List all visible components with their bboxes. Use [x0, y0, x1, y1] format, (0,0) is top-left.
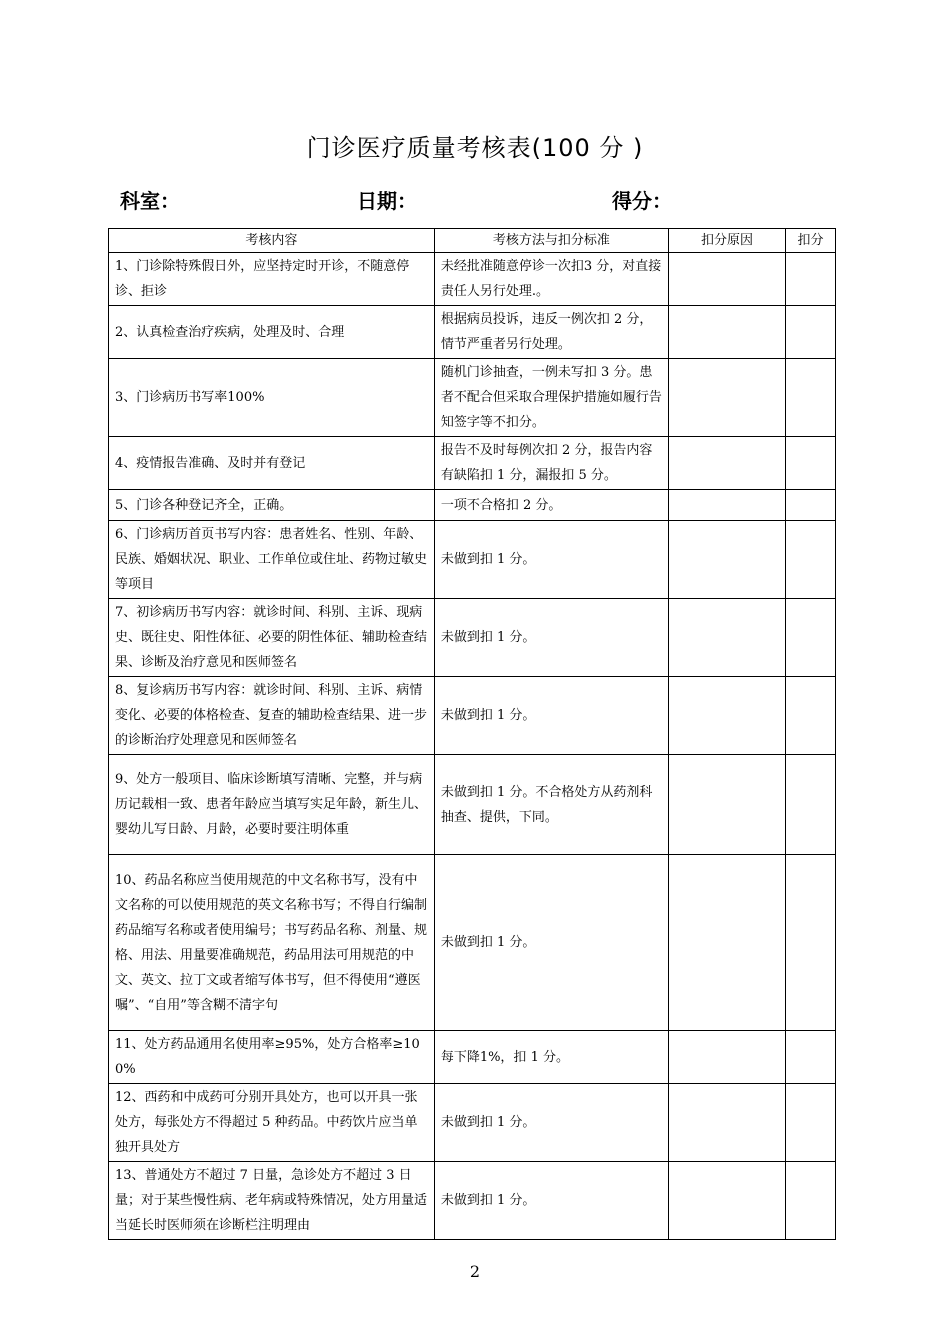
- table-row: [109, 677, 836, 755]
- row-reason-cell[interactable]: [669, 437, 786, 490]
- row-deduct-cell[interactable]: [786, 437, 836, 490]
- table-row: [109, 359, 836, 437]
- row-reason-cell[interactable]: [669, 677, 786, 755]
- row-reason-cell[interactable]: [669, 1162, 786, 1240]
- row-content-cell: 13、普通处方不超过 7 日量，急诊处方不超过 3 日量；对于某些慢性病、老年病或特殊情况，处方用量适当延长时医师须在诊断栏注明理由: [109, 1162, 435, 1240]
- row-content-cell: 3、门诊病历书写率100%: [109, 359, 435, 437]
- row-method-cell: 根据病员投诉，违反一例次扣 2 分，情节严重者另行处理。: [434, 306, 668, 359]
- table-row: [109, 755, 836, 855]
- dept-label: 科室：: [120, 189, 180, 213]
- row-deduct-cell[interactable]: [786, 490, 836, 521]
- row-method-cell: 一项不合格扣 2 分。: [434, 490, 668, 521]
- row-method-cell: 报告不及时每例次扣 2 分，报告内容有缺陷扣 1 分，漏报扣 5 分。: [434, 437, 668, 490]
- table-row: [109, 253, 836, 306]
- row-method-cell: 未做到扣 1 分。不合格处方从药剂科抽查、提供，下同。: [434, 755, 668, 855]
- row-reason-cell[interactable]: [669, 359, 786, 437]
- row-method-cell: 未做到扣 1 分。: [434, 677, 668, 755]
- row-deduct-cell[interactable]: [786, 1084, 836, 1162]
- column-header-method: 考核方法与扣分标准: [434, 229, 668, 253]
- row-deduct-cell[interactable]: [786, 253, 836, 306]
- row-deduct-cell[interactable]: [786, 755, 836, 855]
- row-content-cell: 1、门诊除特殊假日外，应坚持定时开诊，不随意停诊、拒诊: [109, 253, 435, 306]
- row-deduct-cell[interactable]: [786, 1162, 836, 1240]
- row-method-cell: 未做到扣 1 分。: [434, 1084, 668, 1162]
- table-row: [109, 437, 836, 490]
- row-deduct-cell[interactable]: [786, 359, 836, 437]
- page-title: 门诊医疗质量考核表(100 分 ): [306, 134, 644, 162]
- row-reason-cell[interactable]: [669, 1084, 786, 1162]
- row-content-cell: 6、门诊病历首页书写内容：患者姓名、性别、年龄、民族、婚姻状况、职业、工作单位或住址、药物过敏史等项目: [109, 521, 435, 599]
- row-content-cell: 8、复诊病历书写内容：就诊时间、科别、主诉、病情变化、必要的体格检查、复查的辅助检查结果、进一步的诊断治疗处理意见和医师签名: [109, 677, 435, 755]
- row-method-cell: 随机门诊抽查，一例未写扣 3 分。患者不配合但采取合理保护措施如履行告知签字等不扣分。: [434, 359, 668, 437]
- row-method-cell: 未做到扣 1 分。: [434, 521, 668, 599]
- row-method-cell: 未做到扣 1 分。: [434, 1162, 668, 1240]
- table-row: [109, 855, 836, 1031]
- table-row: [109, 521, 836, 599]
- page-number: 2: [469, 1262, 481, 1281]
- row-reason-cell[interactable]: [669, 490, 786, 521]
- row-deduct-cell[interactable]: [786, 1031, 836, 1084]
- table-row: [109, 1084, 836, 1162]
- assessment-table: [108, 228, 836, 1240]
- row-deduct-cell[interactable]: [786, 306, 836, 359]
- row-deduct-cell[interactable]: [786, 599, 836, 677]
- row-content-cell: 4、疫情报告准确、及时并有登记: [109, 437, 435, 490]
- table-row: [109, 306, 836, 359]
- table-row: [109, 490, 836, 521]
- score-label: 得分：: [612, 189, 672, 213]
- row-content-cell: 11、处方药品通用名使用率≥95%，处方合格率≥100%: [109, 1031, 435, 1084]
- table-header-row: [109, 229, 836, 253]
- row-content-cell: 10、药品名称应当使用规范的中文名称书写，没有中文名称的可以使用规范的英文名称书写；不得自行编制药品缩写名称或者使用编号；书写药品名称、剂量、规格、用法、用量要准确规范，药品用法可用规范的中文、英文、拉丁文或者缩写体书写，但不得使用“遵医嘱”、“自用”等含糊不清字句: [109, 855, 435, 1031]
- row-deduct-cell[interactable]: [786, 677, 836, 755]
- row-method-cell: 未做到扣 1 分。: [434, 855, 668, 1031]
- column-header-reason: 扣分原因: [669, 229, 786, 253]
- row-reason-cell[interactable]: [669, 755, 786, 855]
- row-reason-cell[interactable]: [669, 1031, 786, 1084]
- row-reason-cell[interactable]: [669, 855, 786, 1031]
- row-method-cell: 未做到扣 1 分。: [434, 599, 668, 677]
- row-content-cell: 9、处方一般项目、临床诊断填写清晰、完整，并与病历记载相一致、患者年龄应当填写实足年龄，新生儿、婴幼儿写日龄、月龄，必要时要注明体重: [109, 755, 435, 855]
- row-method-cell: 未经批准随意停诊一次扣3 分，对直接责任人另行处理.。: [434, 253, 668, 306]
- row-reason-cell[interactable]: [669, 306, 786, 359]
- row-deduct-cell[interactable]: [786, 521, 836, 599]
- row-method-cell: 每下降1%，扣 1 分。: [434, 1031, 668, 1084]
- row-deduct-cell[interactable]: [786, 855, 836, 1031]
- row-content-cell: 7、初诊病历书写内容：就诊时间、科别、主诉、现病史、既往史、阳性体征、必要的阴性体征、辅助检查结果、诊断及治疗意见和医师签名: [109, 599, 435, 677]
- table-row: [109, 1031, 836, 1084]
- table-row: [109, 599, 836, 677]
- row-content-cell: 5、门诊各种登记齐全，正确。: [109, 490, 435, 521]
- row-content-cell: 2、认真检查治疗疾病，处理及时、合理: [109, 306, 435, 359]
- row-content-cell: 12、西药和中成药可分别开具处方，也可以开具一张处方，每张处方不得超过 5 种药品。中药饮片应当单独开具处方: [109, 1084, 435, 1162]
- row-reason-cell[interactable]: [669, 253, 786, 306]
- column-header-deduct: 扣分: [786, 229, 836, 253]
- date-label: 日期：: [357, 189, 417, 213]
- column-header-content: 考核内容: [109, 229, 435, 253]
- row-reason-cell[interactable]: [669, 521, 786, 599]
- row-reason-cell[interactable]: [669, 599, 786, 677]
- table-row: [109, 1162, 836, 1240]
